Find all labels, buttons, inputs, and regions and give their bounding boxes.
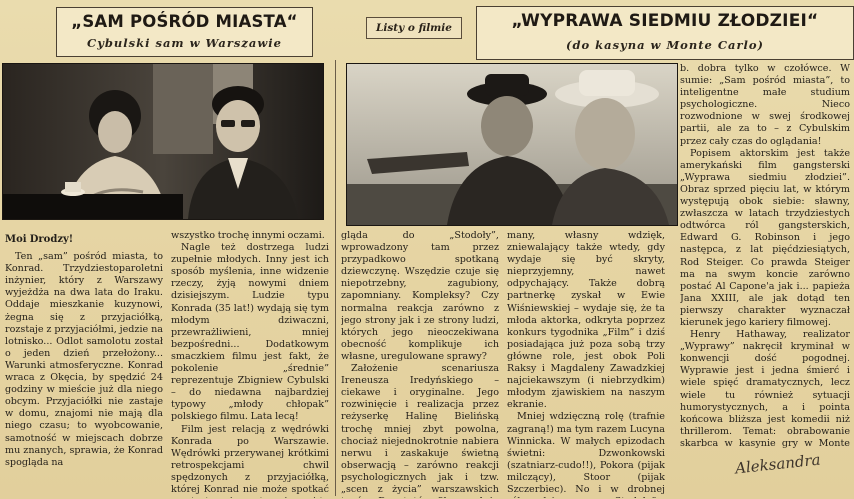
text-column-5 bbox=[680, 63, 850, 451]
text-column-2 bbox=[171, 230, 329, 498]
film-still-right bbox=[346, 63, 678, 226]
text-column-3 bbox=[341, 230, 499, 498]
text-column-1 bbox=[5, 230, 163, 498]
author-signature: Aleksandra bbox=[734, 450, 822, 478]
left-article-header bbox=[56, 7, 313, 57]
paragraph: Założenie scenariusza Ireneusza Iredyńskiego – ciekawe i oryginalne. Jego rozwinięcie i realizacja przez reżyserkę Halinę Bielińską trochę mniej zbyt powolna, chociaż niejednokrotnie nabiera nerwu i zaskakuje świetną obserwacją – zarówno reakcji psychologicznych jak i tzw. „scen z życia” warszawskich bbox=[341, 363, 499, 495]
paragraph: Film jest relacją z wędrówki Konrada po Warszawie. Wędrówki przerywanej krótkimi retrospekcjami chwil spędzonych z przyjaciółką, której Konrad nie może spotkać bbox=[171, 423, 329, 495]
paragraph: Mniej wdzięczną rolę (trafnie zagraną!) ma tym razem Lucyna Winnicka. W małych epizodach świetni: Dzwonkowski (szatniarz-cudo!!), Pokora (pijak milczący), Stoor (pijak Szczerbiec). No i w drobnej bbox=[507, 411, 665, 495]
paragraph: Popisem aktorskim jest także amerykański film gangsterski „Wyprawa siedmiu złodziei”. Obraz sprzed pięciu lat, w którym występują obok siebie: sławny, zwłaszcza w latach trzydziestych odtwórca ról gangsterskich, Edward G. Robinson i jego następca, z lat pięćdziesiątych, Rod Steiger. Co prawda Steiger ma na swym koncie zarówno postać Al Capone'a jak i... papieża Jana XXIII, ale jak dotąd ten pierwszy charakter wyznaczał kierunek jego kariery filmowej. bbox=[680, 147, 850, 328]
paragraph: many, własny wdzięk, zniewalający także wtedy, gdy wydaje się być skryty, nieprzyjemny, nawet odpychający. Także dobrą partnerkę zyskał w Ewie Wiśniewskiej – wydaje się, że ta młoda aktorka, odkryta poprzez konkurs tygodnika „Film” i dziś posiadająca już poza sobą trzy główne role, jest obok Poli Raksy i Magdaleny Zawadzkiej najciekawszym (i niebrzydkim) młodym zjawiskiem na naszym ekranie. bbox=[507, 230, 665, 411]
text-column-4 bbox=[507, 230, 665, 498]
column-divider bbox=[335, 60, 336, 496]
letter-greeting: Moi Drodzy! bbox=[5, 234, 74, 245]
paragraph: b. dobra tylko w czołówce. W sumie: „Sam pośród miasta”, to inteligentne małe studium psychologiczne. Nieco rozwodnione w swej środkowej partii, ale za to – z Cybulskim przez cały czas do oglądania! bbox=[680, 63, 850, 147]
right-article-header bbox=[476, 6, 854, 60]
film-still-left bbox=[2, 63, 324, 220]
paragraph: Nagle też dostrzega ludzi zupełnie młodych. Inny jest ich sposób myślenia, inne widzenie rzeczy, żyją nowymi dniem dzisiejszym. Ludzie typu Konrada (35 lat!) wydają się tym młodym dziwaczni, przewrażliwieni, mniej bezpośredni... Dodatkowym smaczkiem filmu jest fakt, że pokolenie „średnie” reprezentuje Zbigniew Cybulski – do niedawna najbardziej typowy „młody chłopak” polskiego filmu. Lata lecą! bbox=[171, 242, 329, 423]
column-logo: Listy o filmie bbox=[366, 17, 462, 39]
left-article-title: „SAM POŚRÓD MIASTA“ bbox=[71, 12, 298, 31]
paragraph: wszystko trochę innymi oczami. bbox=[171, 230, 325, 241]
left-article-subtitle: Cybulski sam w Warszawie bbox=[87, 36, 282, 50]
paragraph: gląda do „Stodoły”, wprowadzony tam przez przypadkowo spotkaną dziewczynę. Wszędzie czuje się niepotrzebny, zagubiony, zapomniany. Kompleksy? Czy normalna reakcja zarówno z jego strony jak i ze strony ludzi, których jego nieoczekiwana obecność komplikuje ich własne, uregulowane sprawy? bbox=[341, 230, 499, 362]
paragraph: Ten „sam” pośród miasta, to Konrad. Trzydziestoparoletni inżynier, który z Warszawy wyjeżdża na dwa lata do Iraku. Oddaje mieszkanie kuzynowi, żegna się z przyjaciółką, rozstaje z przyjaciółmi, jedzie na lotnisko... Odlot samolotu został o jeden dzień przełożony... Warunki atmosferyczne. Konrad wraca z Okęcia, by spędzić 24 godziny w mieście już dla niego obcym. Przyjaciółki nie zastaje w domu, znajomi nie mają dla niego czasu; to wyobcowanie, samotność w miejscach dobrze mu znanych, sprawia, że Konrad spogląda na bbox=[5, 251, 163, 468]
right-article-title: „WYPRAWA SIEDMIU ZŁODZIEI“ bbox=[511, 11, 819, 31]
paragraph: Henry Hathaway, realizator „Wyprawy” nakręcił kryminał w konwencji dość pogodnej. Wyprawie jest i jedna śmierć i wiele spięć dramatycznych, lecz wiele tu również sytuacji humorystycznych, a i pointa końcowa bliższa jest komedii niż thrillerom. Temat: obrabowanie skarbca w kasynie gry w Monte bbox=[680, 329, 850, 449]
right-article-subtitle: (do kasyna w Monte Carlo) bbox=[566, 38, 764, 52]
